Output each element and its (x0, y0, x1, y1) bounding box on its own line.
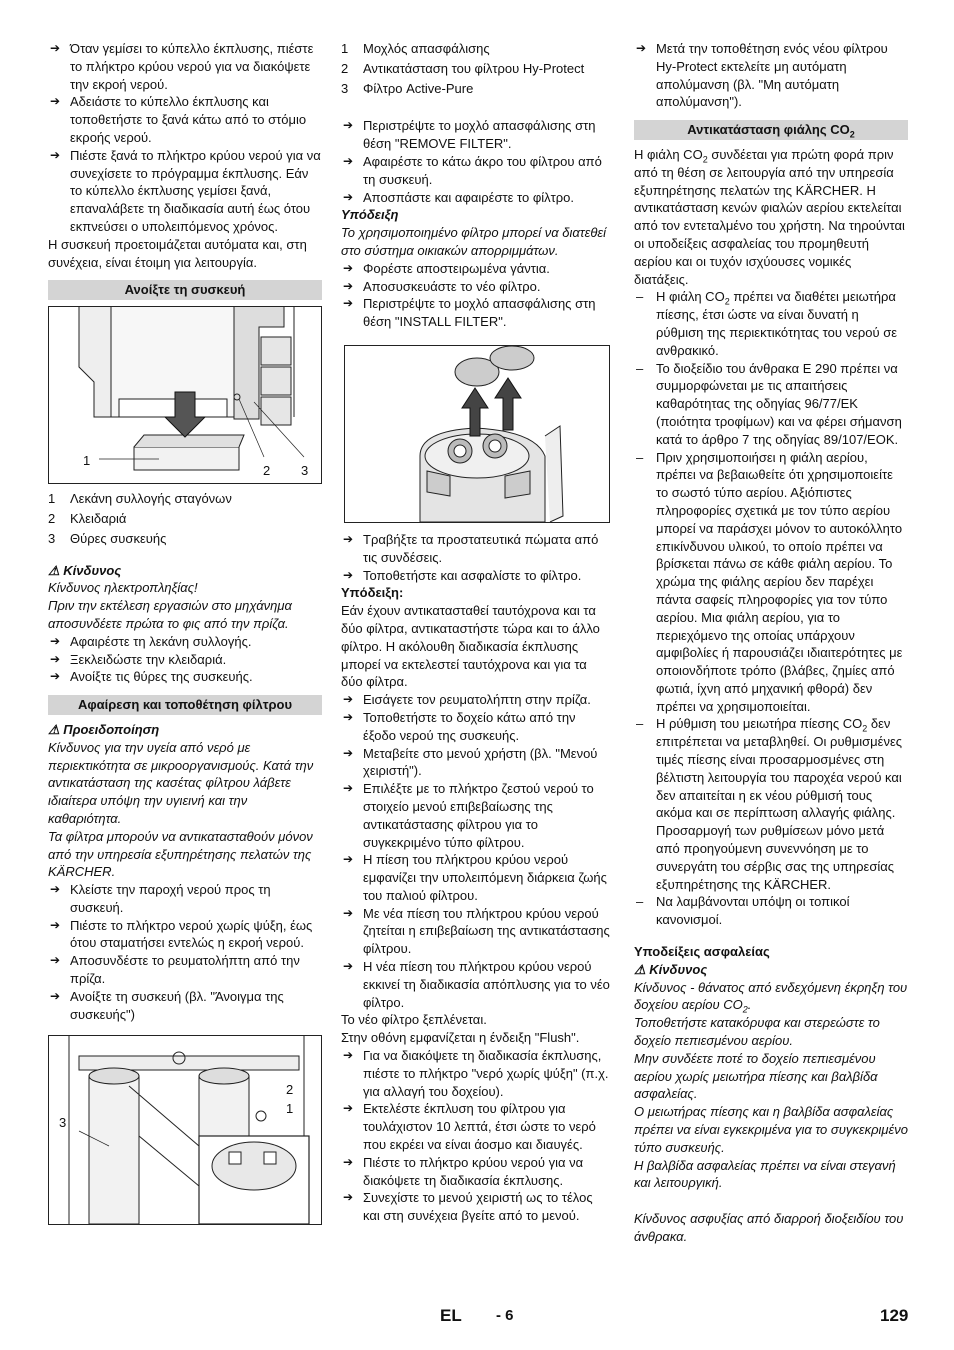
step: ➔ Η πίεση του πλήκτρου κρύου νερού εμφανίζει την υπολειπόμενη διάρκεια ζωής του παλιού φίλτρου. (341, 851, 611, 904)
warning-text: Κίνδυνος για την υγεία από νερό με περιεκτικότητα σε μικροοργανισμούς. Κατά την αντικατάσταση της κασέτας φίλτρου λάβετε ιδιαίτερα υπόψη την υγιεινή και την καθαριότητα. (48, 739, 314, 826)
list-item: – Να λαμβάνονται υπόψη οι τοπικοί κανονισμοί. (634, 893, 908, 929)
danger-text: Μην συνδέετε ποτέ το δοχείο πεπιεσμένου αερίου χωρίς μειωτήρα πίεσης και βαλβίδα ασφαλείας. (634, 1050, 878, 1102)
step: ➔ Η νέα πίεση του πλήκτρου κρύου νερού εκκινεί τη διαδικασία απόπλυσης για το νέο φίλτρο. (341, 958, 611, 1011)
figure-callout: 2 (263, 463, 271, 479)
danger-text: Τοποθετήστε κατακόρυφα και στερεώστε το δοχείο πεπιεσμένου αερίου. (634, 1015, 880, 1049)
step: ➔ Πιέστε το πλήκτρο κρύου νερού για να διακόψετε τη διαδικασία έκπλυσης. (341, 1154, 611, 1190)
step: ➔ Μεταβείτε στο μενού χρήστη (βλ. "Μενού χειριστή"). (341, 745, 611, 781)
list-item: – Το διοξείδιο του άνθρακα E 290 πρέπει να συμμορφώνεται με τις απαιτήσεις καθαρότητας της οδηγίας 96/77/ΕΚ (ποιότητα τροφίμων) και να φέρει σήμανση κατά το άρθρο 7 της οδηγίας 89/107/ΕΟΚ. (634, 360, 908, 449)
page-number: 129 (880, 1306, 909, 1325)
step: ➔ Ανοίξτε τη συσκευή (βλ. "Άνοιγμα της συσκευής") (48, 988, 322, 1024)
step: ➔ Τοποθετήστε το δοχείο κάτω από την έξοδο νερού της συσκευής. (341, 709, 611, 745)
warning-triangle-icon: ⚠ (48, 721, 64, 737)
step: ➔ Πιέστε ξανά το πλήκτρο κρύου νερού για να συνεχίσετε το πρόγραμμα έκπλυσης. Εάν το κύπελλο έκπλυσης γεμίσει ξανά, επαναλάβετε τη διαδικασία αυτή έως ότου εκπνεύσει ο υπολειπόμενος χρόνος. (48, 147, 322, 236)
figure-callout: 1 (286, 1101, 294, 1117)
step: ➔ Αδειάστε το κύπελλο έκπλυσης και τοποθετήστε το ξανά κάτω από το στόμιο εκροής νερού. (48, 93, 322, 146)
step: ➔ Πιέστε το πλήκτρο νερού χωρίς ψύξη, έως ότου σταματήσει εντελώς η εκροή νερού. (48, 917, 322, 953)
co2-intro: Η φιάλη $CO_2$ συνδέεται για πρώτη φορά πριν από τη θέση σε λειτουργία από την υπηρεσία εξυπηρέτησης πελατών της KÄRCHER. Η αντικατάσταση κενών φιαλών αερίου εκτελείται από τον εντεταλμένο του χρήστη. Να τηρούνται οι υποδείξεις ασφαλείας του προμηθευτή αερίου και οι τυχόν ισχύουσες νομικές διατάξεις. (634, 146, 905, 287)
legend-item: 1 Λεκάνη συλλογής σταγόνων (48, 491, 232, 507)
danger-text: Κίνδυνος ηλεκτροπληξίας! (48, 580, 198, 596)
figure-open-device (48, 306, 322, 484)
step: ➔ Με νέα πίεση του πλήκτρου κρύου νερού ζητείται η επιβεβαίωση της αντικατάστασης φίλτρου. (341, 905, 611, 958)
intro-text: Η συσκευή προετοιμάζεται αυτόματα και, στη συνέχεια, είναι έτοιμη για λειτουργία. (48, 236, 307, 270)
figure-callout: 2 (286, 1082, 294, 1098)
step: ➔ Μετά την τοποθέτηση ενός νέου φίλτρου Hy-Protect εκτελείτε μη αυτόματη απολύμανση (βλ. "Μη αυτόματη απολύμανση"). (634, 40, 908, 111)
figure-callout: 1 (83, 453, 91, 469)
note-title: Υπόδειξη (341, 207, 399, 223)
flush-text: Στην οθόνη εμφανίζεται η ένδειξη "Flush". (341, 1030, 580, 1046)
page-footer (0, 1307, 954, 1331)
legend-item: 1 Μοχλός απασφάλισης (341, 41, 490, 56)
step: ➔ Αποσυσκευάστε το νέο φίλτρο. (341, 278, 611, 296)
note-title: Υπόδειξη: (341, 585, 404, 601)
step: ➔ Επιλέξτε με το πλήκτρο ζεστού νερού το στοιχείο μενού επιβεβαίωσης της αντικατάστασης φίλτρου για το συγκεκριμένο τύπο φίλτρου. (341, 780, 611, 851)
column-3 (634, 40, 908, 1246)
legend-item: 2 Αντικατάσταση του φίλτρου Hy-Protect (341, 60, 585, 76)
step: ➔ Αποσυνδέστε το ρευματολήπτη από την πρίζα. (48, 952, 322, 988)
danger-text: Κίνδυνος ασφυξίας από διαρροή διοξειδίου του άνθρακα. (634, 1211, 904, 1244)
column-1 (48, 40, 322, 1225)
danger-text: Ο μειωτήρας πίεσης και η βαλβίδα ασφαλείας πρέπει να είναι εγκεκριμένα για το συγκεκριμένο τύπο συσκευής. (634, 1104, 908, 1155)
heading-filter: Αφαίρεση και τοποθέτηση φίλτρου (48, 695, 322, 715)
section-page-number: - 6 (496, 1307, 514, 1324)
list-item: – Πριν χρησιμοποιήσει η φιάλη αερίου, πρέπει να βεβαιωθείτε ότι χρησιμοποιείτε το σωστό τύπο αερίου. Αξιόπιστες πληροφορίες σχετικά με τον τύπο αερίου μπορεί να παράσχει μόνον το αυτοκόλλητο επικίνδυνου υλικού, το οποίο πρέπει να βρίσκεται πάνω σε κάθε φιάλη αερίου. Το χρώμα της φιάλης αερίου δεν παρέχει πάντα σαφείς πληροφορίες για τον τύπο αερίου. Μια φιάλη αερίου, για το περιεχόμενο της οποίας υπάρχουν αμφιβολίες ή παρουσιάζει ιδιαιτερότητες με οποιονδήποτε τρόπο (βλάβες, ζημίες από φωτιά, ίχνη από μηχανική φθορά) δεν πρέπει να χρησιμοποιείται. (634, 449, 908, 716)
figure-install-filter (344, 345, 610, 523)
step: ➔ Τοποθετήστε και ασφαλίστε το φίλτρο. (341, 567, 611, 585)
install-filter-illustration (345, 346, 609, 522)
danger-title: ⚠ Κίνδυνος (48, 562, 122, 578)
language-code: EL (440, 1306, 462, 1325)
legend-item: 3 Θύρες συσκευής (48, 530, 167, 546)
step: ➔ Φορέστε αποστειρωμένα γάντια. (341, 260, 611, 278)
danger-text: Κίνδυνος - θάνατος από ενδεχόμενη έκρηξη του δοχείου αερίου $CO_2$. (634, 979, 908, 1016)
warning-text: Τα φίλτρα μπορούν να αντικατασταθούν μόνον από την υπηρεσία εξυπηρέτησης πελατών της KÄRCHER. (48, 828, 313, 880)
step: ➔ Ξεκλειδώστε την κλειδαριά. (48, 651, 322, 669)
warning-triangle-icon: ⚠ (48, 562, 64, 578)
danger-text: Η βαλβίδα ασφαλείας πρέπει να είναι στεγανή και λειτουργική. (634, 1157, 896, 1191)
warning-triangle-icon: ⚠ (634, 961, 650, 977)
step: ➔ Ανοίξτε τις θύρες της συσκευής. (48, 668, 322, 686)
heading-co2: Αντικατάσταση φιάλης $CO_2$ (634, 120, 908, 140)
column-2 (341, 40, 611, 1225)
safety-heading: Υποδείξεις ασφαλείας (634, 944, 770, 960)
step: ➔ Εκτελέστε έκπλυση του φίλτρου για τουλάχιστον 10 λεπτά, έτσι ώστε το νερό που εκρέει να είναι άοσμο και διαυγές. (341, 1100, 611, 1153)
step: ➔ Περιστρέψτε το μοχλό απασφάλισης στη θέση "REMOVE FILTER". (341, 117, 611, 153)
step: ➔ Κλείστε την παροχή νερού προς τη συσκευή. (48, 881, 322, 917)
flush-text: Το νέο φίλτρο ξεπλένεται. (341, 1012, 487, 1028)
list-item: – Η ρύθμιση του μειωτήρα πίεσης $CO_2$ δεν επιτρέπεται να μεταβληθεί. Οι ρυθμισμένες τιμές πίεσης είναι προσαρμοσμένες στη βέλτιστη λειτουργία του παροχέα νερού και δεν απαιτείται η εκ νέου ρύθμισή τους ακόμα και σε περίπτωση αλλαγής φιάλης. Προσαρμογή των ρυθμίσεων μόνο μετά από προηγούμενη συνεννόηση με το συνεργάτη του σέρβις σας της υπηρεσίας εξυπηρέτησης της KÄRCHER. (634, 715, 908, 893)
step: ➔ Τραβήξτε τα προστατευτικά πώματα από τις συνδέσεις. (341, 531, 611, 567)
legend-item: 2 Κλειδαριά (48, 510, 127, 526)
step: ➔ Συνεχίστε το μενού χειριστή ως το τέλος και στη συνέχεια βγείτε από το μενού. (341, 1189, 611, 1225)
note-text: Εάν έχουν αντικατασταθεί ταυτόχρονα και τα δύο φίλτρα, αντικαταστήστε τώρα και το άλλο φίλτρο. Η ακόλουθη διαδικασία έκπλυσης μπορεί να εκτελεστεί ταυτόχρονα και για τα δύο φίλτρα. (341, 603, 600, 690)
figure-callout: 3 (59, 1115, 67, 1131)
step: ➔ Όταν γεμίσει το κύπελλο έκπλυσης, πιέστε το πλήκτρο κρύου νερού για να διακόψετε την εκροή νερού. (48, 40, 322, 93)
legend-item: 3 Φίλτρο Active-Pure (341, 80, 474, 96)
figure-callout: 3 (301, 463, 309, 479)
step: ➔ Αφαιρέστε τη λεκάνη συλλογής. (48, 633, 322, 651)
figure-filter-location (48, 1035, 322, 1225)
note-text: Το χρησιμοποιημένο φίλτρο μπορεί να διατεθεί στο σύστημα οικιακών απορριμμάτων. (341, 225, 607, 258)
warning-title: ⚠ Προειδοποίηση (48, 721, 160, 737)
step: ➔ Περιστρέψτε το μοχλό απασφάλισης στη θέση "INSTALL FILTER". (341, 295, 611, 331)
step: ➔ Αποσπάστε και αφαιρέστε το φίλτρο. (341, 189, 611, 207)
step: ➔ Για να διακόψετε τη διαδικασία έκπλυσης, πιέστε το πλήκτρο "νερό χωρίς ψύξη" (π.χ. για αλλαγή του δοχείου). (341, 1047, 611, 1100)
danger-text: Πριν την εκτέλεση εργασιών στο μηχάνημα αποσυνδέετε πρώτα το φις από την πρίζα. (48, 598, 292, 631)
filter-location-illustration (49, 1036, 321, 1224)
danger-title: ⚠ Κίνδυνος (634, 961, 708, 977)
step: ➔ Αφαιρέστε το κάτω άκρο του φίλτρου από τη συσκευή. (341, 153, 611, 189)
heading-open-device: Ανοίξτε τη συσκευή (48, 280, 322, 300)
list-item: – Η φιάλη $CO_2$ πρέπει να διαθέτει μειωτήρα πίεσης, έτσι ώστε να είναι δυνατή η ρύθμιση της περιεκτικότητας του νερού σε ανθρακικό. (634, 288, 908, 359)
step: ➔ Εισάγετε τον ρευματολήπτη στην πρίζα. (341, 691, 611, 709)
